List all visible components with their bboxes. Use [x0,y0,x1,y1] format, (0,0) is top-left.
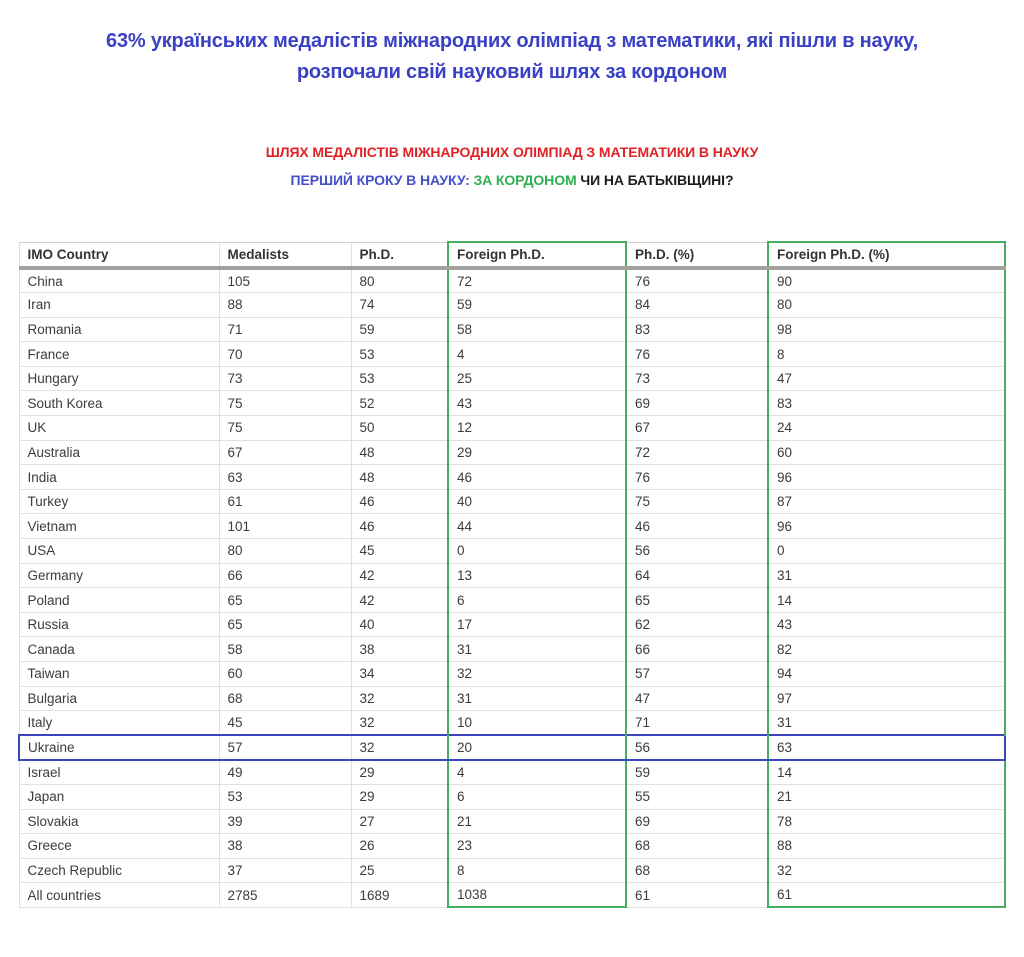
cell-value: 45 [351,539,448,564]
cell-value: 84 [626,293,768,318]
cell-country: UK [19,416,219,441]
cell-country: Vietnam [19,514,219,539]
cell-value: 96 [768,514,1005,539]
cell-value: 6 [448,784,626,809]
page-title-line2: розпочали свій науковий шлях за кордоном [296,61,728,83]
table-subtitle [0,138,1024,194]
cell-value: 83 [626,317,768,342]
cell-value: 31 [448,686,626,711]
cell-value: 60 [768,440,1005,465]
cell-value: 72 [626,440,768,465]
cell-country: South Korea [19,391,219,416]
table-row [19,317,1005,342]
cell-value: 66 [219,563,351,588]
cell-value: 48 [351,465,448,490]
cell-value: 70 [219,342,351,367]
table-row [19,416,1005,441]
cell-value: 78 [768,809,1005,834]
subtitle-part-blue: ПЕРШИЙ КРОКУ В НАУКУ: [290,172,474,188]
table-row [19,637,1005,662]
table-row [19,784,1005,809]
cell-value: 53 [351,366,448,391]
cell-country: Turkey [19,489,219,514]
cell-value: 80 [219,539,351,564]
cell-value: 13 [448,563,626,588]
table-row [19,563,1005,588]
cell-value: 67 [626,416,768,441]
imo-medalists-table [18,241,1006,908]
page-title [20,26,1004,88]
cell-country: All countries [19,883,219,908]
cell-value: 47 [626,686,768,711]
cell-country: Italy [19,711,219,736]
table-row [19,883,1005,908]
column-header: Ph.D. (%) [626,242,768,268]
cell-value: 71 [626,711,768,736]
cell-value: 17 [448,612,626,637]
table-row [19,711,1005,736]
cell-value: 58 [448,317,626,342]
cell-value: 38 [219,834,351,859]
cell-value: 90 [768,268,1005,293]
table-row [19,268,1005,293]
cell-value: 59 [626,760,768,785]
cell-value: 47 [768,366,1005,391]
table-row [19,391,1005,416]
table-row [19,760,1005,785]
table-row [19,539,1005,564]
subtitle-question-line [0,166,1024,194]
cell-value: 8 [448,858,626,883]
table-row [19,662,1005,687]
cell-value: 61 [219,489,351,514]
subtitle-part-black: ЧИ НА БАТЬКІВЩИНІ? [580,172,734,188]
cell-value: 48 [351,440,448,465]
cell-value: 71 [219,317,351,342]
table-row [19,366,1005,391]
cell-value: 10 [448,711,626,736]
cell-value: 66 [626,637,768,662]
cell-value: 43 [448,391,626,416]
cell-value: 88 [768,834,1005,859]
cell-value: 53 [351,342,448,367]
cell-value: 87 [768,489,1005,514]
cell-country: France [19,342,219,367]
cell-value: 37 [219,858,351,883]
cell-value: 59 [351,317,448,342]
cell-country: Ukraine [19,735,219,760]
cell-country: Israel [19,760,219,785]
subtitle-red-line: ШЛЯХ МЕДАЛІСТІВ МІЖНАРОДНИХ ОЛІМПІАД З МАТЕМАТИКИ В НАУКУ [265,144,759,160]
cell-value: 1038 [448,883,626,908]
cell-value: 75 [219,416,351,441]
cell-value: 32 [448,662,626,687]
cell-value: 29 [351,784,448,809]
cell-country: Bulgaria [19,686,219,711]
cell-country: Slovakia [19,809,219,834]
cell-country: Russia [19,612,219,637]
cell-value: 21 [768,784,1005,809]
cell-value: 80 [768,293,1005,318]
cell-value: 76 [626,465,768,490]
cell-country: Japan [19,784,219,809]
table-row [19,612,1005,637]
cell-value: 25 [351,858,448,883]
column-header: IMO Country [19,242,219,268]
cell-value: 31 [768,711,1005,736]
cell-value: 12 [448,416,626,441]
cell-value: 32 [351,735,448,760]
cell-value: 4 [448,342,626,367]
cell-value: 21 [448,809,626,834]
cell-value: 2785 [219,883,351,908]
cell-value: 80 [351,268,448,293]
cell-value: 63 [768,735,1005,760]
column-header: Ph.D. [351,242,448,268]
cell-value: 14 [768,760,1005,785]
cell-country: Canada [19,637,219,662]
cell-value: 73 [219,366,351,391]
cell-value: 50 [351,416,448,441]
cell-value: 62 [626,612,768,637]
cell-value: 83 [768,391,1005,416]
cell-country: Iran [19,293,219,318]
cell-value: 82 [768,637,1005,662]
cell-value: 38 [351,637,448,662]
cell-value: 42 [351,588,448,613]
cell-country: Czech Republic [19,858,219,883]
table-row [19,809,1005,834]
table-row [19,735,1005,760]
cell-country: Greece [19,834,219,859]
cell-value: 63 [219,465,351,490]
cell-country: Poland [19,588,219,613]
cell-value: 0 [448,539,626,564]
cell-value: 101 [219,514,351,539]
table-body [19,268,1005,907]
table-row [19,440,1005,465]
cell-country: USA [19,539,219,564]
cell-value: 6 [448,588,626,613]
cell-value: 64 [626,563,768,588]
cell-value: 72 [448,268,626,293]
cell-value: 68 [626,834,768,859]
cell-value: 46 [448,465,626,490]
cell-value: 76 [626,342,768,367]
cell-value: 61 [768,883,1005,908]
cell-value: 40 [351,612,448,637]
cell-value: 65 [626,588,768,613]
cell-value: 59 [448,293,626,318]
cell-value: 32 [351,711,448,736]
column-header: Foreign Ph.D. [448,242,626,268]
cell-value: 105 [219,268,351,293]
cell-value: 97 [768,686,1005,711]
cell-value: 24 [768,416,1005,441]
cell-value: 42 [351,563,448,588]
cell-value: 8 [768,342,1005,367]
cell-value: 31 [768,563,1005,588]
cell-value: 57 [219,735,351,760]
table-row [19,293,1005,318]
cell-value: 14 [768,588,1005,613]
cell-value: 55 [626,784,768,809]
cell-value: 0 [768,539,1005,564]
cell-value: 56 [626,539,768,564]
table-row [19,686,1005,711]
column-header: Medalists [219,242,351,268]
cell-country: China [19,268,219,293]
cell-value: 75 [219,391,351,416]
table-row [19,342,1005,367]
cell-value: 58 [219,637,351,662]
cell-value: 52 [351,391,448,416]
subtitle-part-green: ЗА КОРДОНОМ [473,172,581,188]
cell-value: 46 [351,489,448,514]
cell-value: 75 [626,489,768,514]
cell-value: 45 [219,711,351,736]
cell-value: 69 [626,809,768,834]
cell-value: 43 [768,612,1005,637]
table-row [19,834,1005,859]
cell-value: 68 [626,858,768,883]
cell-value: 68 [219,686,351,711]
cell-value: 29 [351,760,448,785]
cell-value: 39 [219,809,351,834]
cell-value: 53 [219,784,351,809]
cell-value: 74 [351,293,448,318]
imo-table-container [18,241,1004,908]
cell-value: 31 [448,637,626,662]
cell-value: 67 [219,440,351,465]
cell-value: 65 [219,588,351,613]
cell-value: 46 [351,514,448,539]
cell-value: 46 [626,514,768,539]
cell-value: 57 [626,662,768,687]
cell-value: 96 [768,465,1005,490]
table-row [19,858,1005,883]
cell-value: 88 [219,293,351,318]
cell-country: Taiwan [19,662,219,687]
cell-value: 25 [448,366,626,391]
cell-value: 98 [768,317,1005,342]
cell-value: 69 [626,391,768,416]
cell-value: 32 [351,686,448,711]
cell-value: 65 [219,612,351,637]
cell-value: 56 [626,735,768,760]
cell-value: 23 [448,834,626,859]
cell-country: India [19,465,219,490]
table-row [19,588,1005,613]
cell-value: 49 [219,760,351,785]
cell-value: 76 [626,268,768,293]
cell-value: 29 [448,440,626,465]
cell-value: 73 [626,366,768,391]
cell-value: 60 [219,662,351,687]
cell-country: Germany [19,563,219,588]
cell-value: 20 [448,735,626,760]
table-row [19,489,1005,514]
cell-value: 61 [626,883,768,908]
cell-value: 32 [768,858,1005,883]
table-row [19,465,1005,490]
table-row [19,514,1005,539]
cell-value: 40 [448,489,626,514]
cell-value: 44 [448,514,626,539]
cell-country: Australia [19,440,219,465]
cell-value: 4 [448,760,626,785]
cell-value: 94 [768,662,1005,687]
cell-value: 34 [351,662,448,687]
table-header-row [19,242,1005,268]
cell-value: 26 [351,834,448,859]
page-title-line1: 63% українських медалістів міжнародних олімпіад з математики, які пішли в науку, [106,30,918,52]
cell-country: Hungary [19,366,219,391]
cell-value: 27 [351,809,448,834]
cell-country: Romania [19,317,219,342]
cell-value: 1689 [351,883,448,908]
column-header: Foreign Ph.D. (%) [768,242,1005,268]
